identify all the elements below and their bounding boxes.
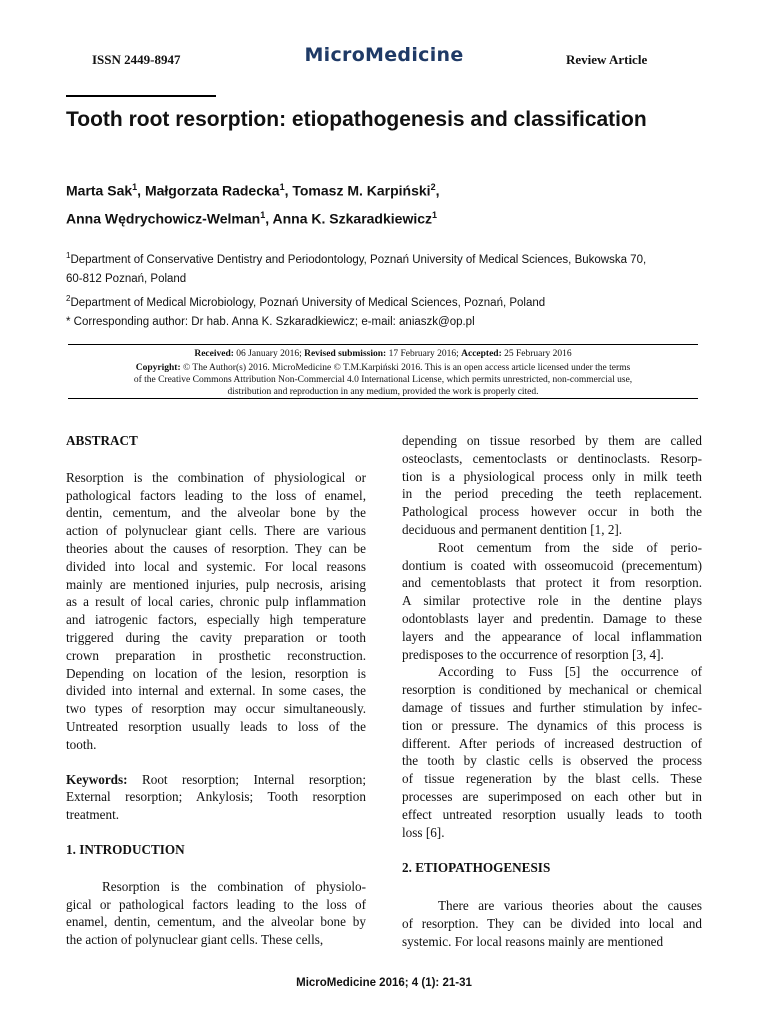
text-line: gical or pathological factors leading to the loss of [66, 896, 366, 912]
author-line-2: Anna Wędrychowicz-Welman$^1$, Anna K. Szkaradkiewicz$^1$ [66, 209, 438, 227]
copyright-text: distribution and reproduction in any medium, provided the work is properly cited. [227, 387, 539, 397]
article-title: Tooth root resorption: etiopathogenesis and classification [66, 108, 647, 131]
text-line: effect untreated resorption usually leads to tooth [402, 806, 702, 822]
text-line: triggered during the cavity preparation or tooth [66, 629, 366, 645]
copyright-text: © The Author(s) 2016. MicroMedicine © T.M.Karpiński 2016. This is an open access article licensed under the terms [183, 363, 631, 373]
text-line: different. After periods of increased destruction of [402, 735, 702, 751]
keywords-label: Keywords: [66, 771, 128, 787]
text-line: and cementoblasts that protect it from resorption. [402, 575, 702, 591]
affiliation-text: Department of Conservative Dentistry and Periodontology, Poznań University of Medical Sciences, Bukowska 70, [70, 253, 647, 266]
author-line-1: Marta Sak$^1$, Małgorzata Radecka$^1$, Tomasz M. Karpiński$^2$, [66, 182, 440, 199]
paragraph [402, 539, 702, 664]
revised-label: Revised submission: [304, 349, 387, 359]
paragraph [402, 897, 702, 950]
text-line: Depending on location of the lesion, resorption is [66, 665, 366, 681]
text-line: action of polynuclear giant cells. There are various [66, 523, 366, 539]
affiliation-2 [66, 289, 706, 313]
copyright-label: Copyright: [135, 363, 181, 373]
text-line: dontium is coated with osseomucoid (precementum) [402, 557, 702, 573]
text-line: and iatrogenic factors, especially high temperature [66, 612, 366, 628]
text-line: predisposes to the occurrence of resorption [3, 4]. [402, 646, 664, 662]
keywords-text: Root resorption; Internal resorption; [141, 771, 366, 787]
keywords-text: External resorption; Ankylosis; Tooth resorption [66, 789, 366, 805]
text-line: damage of tissues and further stimulation by infec- [402, 699, 702, 715]
introduction-body [66, 878, 366, 949]
text-line: as a result of local caries, chronic pulp inflammation [66, 594, 366, 610]
right-column [402, 432, 702, 951]
text-line: resorption is conditioned by mechanical or chemical [402, 682, 702, 698]
text-line: of tissue regeneration by the blast cells. These [402, 771, 702, 787]
revised-date: 17 February 2016; [388, 349, 459, 359]
title-divider [66, 95, 216, 97]
author-affiliation-marker: 2 [430, 182, 436, 192]
article-type-label: Review Article [566, 52, 648, 67]
text-line: processes are superimposed on each other but in [402, 788, 702, 804]
author-name: Marta Sak [66, 182, 133, 199]
affiliation-marker: 2 [66, 293, 71, 303]
affiliation-text: Department of Medical Microbiology, Poznań University of Medical Sciences, Poznań, Poland [70, 296, 546, 309]
submission-dates [68, 349, 698, 359]
text-line: pathological factors leading to the loss of enamel, [66, 487, 366, 503]
author-name: Anna Wędrychowicz-Welman [66, 210, 261, 227]
etiopathogenesis-heading: 2. ETIOPATHOGENESIS [402, 860, 551, 876]
info-box-top-rule [68, 344, 698, 345]
text-line: of resorption. They can be divided into local and [402, 915, 702, 931]
text-line: osteoclasts, cementoclasts or dentinoclasts. Resorp- [402, 450, 702, 466]
left-column [66, 432, 366, 949]
author-list [66, 175, 439, 230]
text-line: Resorption is the combination of physiolo- [102, 878, 366, 894]
accepted-date: 25 February 2016 [504, 349, 572, 359]
text-line: Resorption is the combination of physiological or [66, 469, 366, 485]
paragraph [402, 663, 702, 841]
author-affiliation-marker: 1 [132, 182, 138, 192]
author-affiliation-marker: 1 [260, 209, 266, 220]
accepted-label: Accepted: [461, 349, 502, 359]
keywords-text: treatment. [66, 807, 120, 823]
text-line: in the period preceding the teeth replacement. [402, 486, 702, 502]
text-line: odontoblasts layer and predentin. Damage to these [402, 610, 702, 626]
text-line: layers and the appearance of local inflammation [402, 628, 702, 644]
text-line: Root cementum from the side of perio- [438, 539, 702, 555]
author-name: Tomasz M. Karpiński [292, 182, 431, 199]
affiliations [66, 246, 706, 332]
issn-label: ISSN 2449-8947 [92, 52, 181, 67]
author-affiliation-marker: 1 [279, 182, 285, 192]
text-line: deciduous and permanent dentition [1, 2]. [402, 521, 623, 537]
text-line: dentin, cementum, and the alveolar bone by the [66, 505, 366, 521]
text-line: loss [6]. [402, 824, 445, 840]
received-label: Received: [194, 349, 234, 359]
journal-name: MicroMedicine [304, 44, 464, 66]
text-line: According to Fuss [5] the occurrence of [438, 664, 702, 680]
text-line: divided into internal and external. In some cases, the [66, 683, 366, 699]
introduction-heading: 1. INTRODUCTION [66, 841, 185, 857]
abstract-heading: ABSTRACT [66, 433, 138, 448]
received-date: 06 January 2016; [236, 349, 302, 359]
text-line: divided into local and systemic. For local reasons [66, 558, 366, 574]
keywords [66, 771, 366, 824]
affiliation-marker: 1 [66, 251, 71, 260]
text-line: the action of polynuclear giant cells. These cells, [66, 932, 324, 948]
text-line: Pathological process however occur in both the [402, 504, 702, 520]
text-line: systemic. For local reasons mainly are mentioned [402, 933, 664, 949]
corresponding-author: * Corresponding author: Dr hab. Anna K. Szkaradkiewicz; e-mail: aniaszk@op.pl [66, 315, 475, 328]
text-line: tooth. [66, 736, 97, 752]
text-line: enamel, dentin, cementum, and the alveolar bone by [66, 914, 366, 930]
abstract-body [66, 469, 366, 754]
text-line: There are various theories about the causes [438, 898, 702, 914]
text-line: crown preparation in prosthetic reconstruction. [66, 647, 366, 663]
copyright-text: of the Creative Commons Attribution Non-Commercial 4.0 International License, which permits unrestricted, non-commercial use, [133, 375, 633, 385]
affiliation-1 [66, 246, 706, 270]
author-name: Małgorzata Radecka [144, 182, 280, 199]
text-line: depending on tissue resorbed by them are called [402, 433, 702, 448]
info-box-bottom-rule [68, 398, 698, 399]
page-footer: MicroMedicine 2016; 4 (1): 21-31 [296, 977, 472, 989]
copyright-notice [100, 362, 666, 398]
author-affiliation-marker: 1 [432, 209, 438, 220]
text-line: mainly are mentioned injuries, pulp necrosis, arising [66, 576, 366, 592]
text-line: theories about the causes of resorption. They can be [66, 540, 366, 556]
text-line: the tooth by clastic cells is observed the process [402, 753, 702, 769]
author-name: Anna K. Szkaradkiewicz [272, 210, 433, 227]
affiliation-1-cont: 60-812 Poznań, Poland [66, 272, 187, 285]
text-line: tion is a physiological process only in milk teeth [402, 468, 702, 484]
text-line: A similar protective role in the dentine plays [402, 593, 702, 609]
text-line: two types of resorption may occur simultaneously. [66, 701, 366, 717]
text-line: Untreated resorption usually leads to loss of the [66, 718, 366, 734]
text-line: tion or pressure. The dynamics of this process is [402, 717, 702, 733]
paragraph [402, 432, 702, 539]
